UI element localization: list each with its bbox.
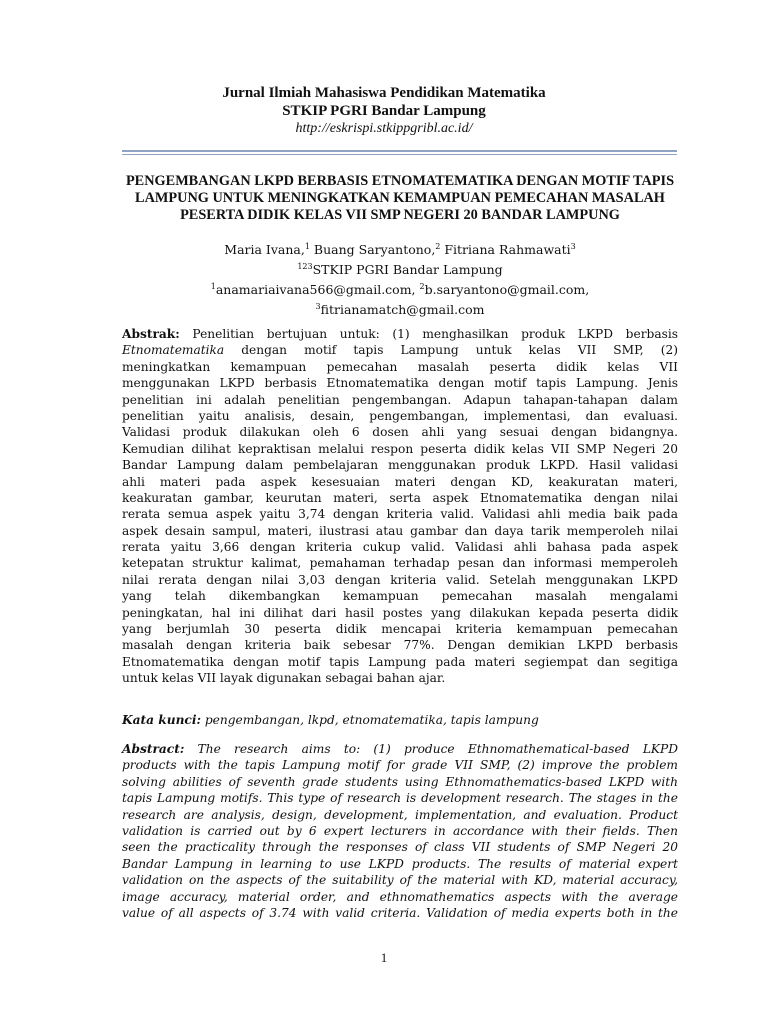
kata-kunci-label: Kata kunci: — [122, 713, 201, 727]
body-text-line: penelitian ini adalah penelitian pengembangan. Adapun tahapan-tahapan dalam — [122, 392, 678, 407]
body-text-line: yang berjumlah 30 peserta didik mencapai kriteria kemampuan pemecahan — [122, 622, 678, 637]
abstrak-section — [122, 326, 678, 687]
body-text-line: Kemudian dilihat kepraktisan melalui respon peserta didik kelas VII SMP Negeri 20 — [122, 441, 678, 456]
body-text-line: research are analysis, design, development, implementation, and evaluation. Product — [122, 807, 678, 822]
abstrak-line — [122, 342, 678, 358]
abstract-en-line — [122, 741, 678, 757]
email-3-mark: 3 — [315, 302, 321, 311]
body-text-line: peningkatan, hal ini dilihat dari hasil postes yang dilakukan kepada peserta didik — [122, 605, 678, 620]
header-rule-top — [122, 150, 677, 152]
journal-name: Jurnal Ilmiah Mahasiswa Pendidikan Matematika — [222, 85, 546, 101]
author-2: Buang Saryantono, — [309, 242, 436, 257]
body-text-line: penelitian yaitu analisis, desain, pengembangan, implementasi, dan evaluasi. — [122, 408, 678, 423]
body-text-line: Bandar Lampung in learning to use LKPD products. The results of material expert — [122, 856, 678, 871]
email-1[interactable]: anamariaivana566@gmail.com, — [215, 282, 420, 297]
abstrak-line2-rest: dengan motif tapis Lampung untuk kelas VII SMP, (2) — [224, 343, 678, 358]
body-text-line: validation on the aspects of the suitability of the material with KD, material accuracy, — [122, 873, 678, 888]
body-text-line: rerata semua aspek yaitu 3,74 dengan kriteria valid. Validasi ahli media baik pada — [122, 507, 678, 522]
title-line: PESERTA DIDIK KELAS VII SMP NEGERI 20 BANDAR LAMPUNG — [180, 207, 620, 223]
journal-url[interactable]: http://eskrispi.stkippgribl.ac.id/ — [295, 121, 473, 136]
author-3: Fitriana Rahmawati — [440, 242, 571, 257]
author-3-mark: 3 — [570, 242, 576, 251]
kata-kunci-value: pengembangan, lkpd, etnomatematika, tapis lampung — [200, 713, 539, 727]
author-block — [110, 238, 690, 318]
body-text-line: meningkatkan kemampuan pemecahan masalah peserta didik kelas VII — [122, 359, 678, 374]
body-text-line: Etnomatematika dengan motif tapis Lampung pada materi segiempat dan segitiga — [122, 654, 678, 669]
kata-kunci-line — [122, 712, 678, 728]
body-text-line: rerata yaitu 3,66 dengan kriteria cukup valid. Validasi ahli bahasa pada aspek — [122, 540, 678, 555]
body-text-line: validation is carried out by 6 expert lecturers in accordance with their fields. Then — [122, 823, 678, 838]
abstract-en-first: The research aims to: (1) produce Ethnomathematical-based LKPD — [184, 742, 678, 756]
author-1: Maria Ivana, — [224, 242, 305, 257]
abstrak-line — [122, 326, 678, 342]
author-2-mark: 2 — [435, 242, 441, 251]
body-text-line: aspek desain sampul, materi, ilustrasi atau gambar dan daya tarik memperoleh nilai — [122, 523, 678, 538]
title-line: LAMPUNG UNTUK MENINGKATKAN KEMAMPUAN PEMECAHAN MASALAH — [135, 190, 665, 206]
affiliation-name: STKIP PGRI Bandar Lampung — [312, 262, 503, 277]
page-number: 1 — [380, 950, 388, 965]
body-text-line: yang telah dikembangkan kemampuan pemecahan masalah mengalami — [122, 589, 678, 604]
abstract-en-body-lines — [122, 757, 678, 921]
author-affiliation — [110, 258, 690, 278]
abstract-en-section — [122, 741, 678, 921]
author-names — [110, 238, 690, 258]
affiliation-mark: 123 — [297, 262, 313, 271]
body-text-line: value of all aspects of 3.74 with valid criteria. Validation of media experts both in the — [122, 905, 678, 920]
abstrak-label: Abstrak: — [122, 327, 180, 341]
header-rule-bottom — [122, 154, 677, 155]
kata-kunci — [122, 712, 678, 728]
email-2[interactable]: b.saryantono@gmail.com, — [424, 282, 590, 297]
author-emails-2 — [110, 298, 690, 318]
email-1-mark: 1 — [210, 282, 216, 291]
journal-institution: STKIP PGRI Bandar Lampung — [282, 103, 486, 119]
abstract-en-label: Abstract: — [122, 742, 185, 756]
abstrak-body-lines — [122, 359, 678, 670]
body-text-line: products with the tapis Lampung motif for grade VII SMP, (2) improve the problem — [122, 758, 678, 773]
title-line: PENGEMBANGAN LKPD BERBASIS ETNOMATEMATIKA DENGAN MOTIF TAPIS — [125, 173, 675, 189]
body-text-line: seen the practicality through the responses of class VII students of SMP Negeri 20 — [122, 840, 678, 855]
author-1-mark: 1 — [304, 242, 310, 251]
email-3[interactable]: fitrianamatch@gmail.com — [320, 302, 485, 317]
abstrak-first: Penelitian bertujuan untuk: (1) menghasilkan produk LKPD berbasis — [179, 327, 678, 341]
body-text-line: menggunakan LKPD berbasis Etnomatematika dengan motif tapis Lampung. Jenis — [122, 376, 678, 391]
author-emails — [110, 278, 690, 298]
body-text-line: keakuratan gambar, keurutan materi, serta aspek Etnomatematika dengan nilai — [122, 490, 678, 505]
journal-masthead — [0, 84, 768, 138]
body-text-line: tapis Lampung motifs. This type of research is development research. The stages in the — [122, 791, 678, 806]
body-text-line: ahli materi pada aspek kesesuaian materi dengan KD, keakuratan materi, — [122, 474, 678, 489]
email-2-mark: 2 — [419, 282, 425, 291]
body-text-line: image accuracy, material order, and ethnomathematics aspects with the average — [122, 889, 678, 904]
body-text-line: ketepatan struktur kalimat, pemahaman terhadap pesan dan informasi memperoleh — [122, 556, 678, 571]
body-text-line: nilai rerata dengan nilai 3,03 dengan kriteria valid. Setelah menggunakan LKPD — [122, 572, 678, 587]
paper-title — [110, 173, 690, 224]
body-text-line: Bandar Lampung dalam pembelajaran menggunakan produk LKPD. Hasil validasi — [122, 458, 678, 473]
body-text-line: solving abilities of seventh grade students using Ethnomathematics-based LKPD with — [122, 774, 678, 789]
body-text-line: masalah dengan kriteria baik sebesar 77%. Dengan demikian LKPD berbasis — [122, 638, 678, 653]
body-text-line: Validasi produk dilakukan oleh 6 dosen ahli yang sesuai dengan bidangnya. — [122, 425, 678, 440]
abstrak-last-line: untuk kelas VII layak digunakan sebagai bahan ajar. — [122, 671, 446, 686]
abstrak-italic-term: Etnomatematika — [122, 343, 225, 358]
